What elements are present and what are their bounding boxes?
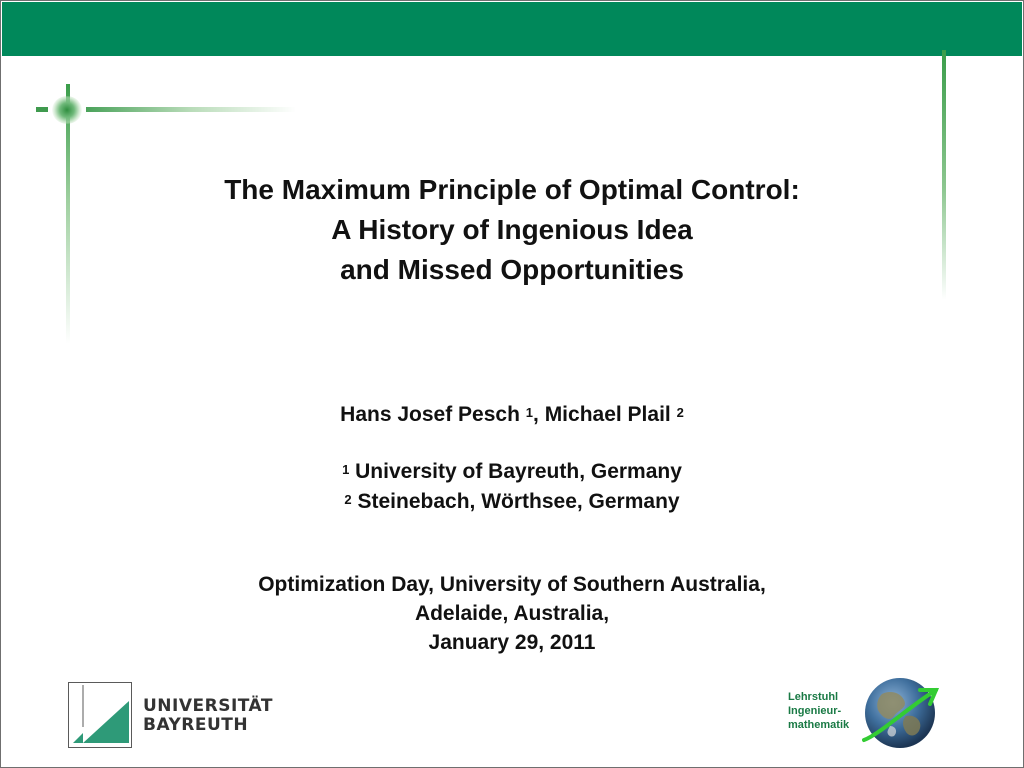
affiliation-2-superscript: 2 [344,492,352,507]
university-logo-mark [68,682,132,748]
slide-title [100,170,924,290]
author-2-superscript: 2 [676,405,684,420]
author-1-superscript: 1 [525,405,534,420]
affiliation-1-superscript: 1 [342,462,350,477]
affiliation-2-text: Steinebach, Wörthsee, Germany [357,490,680,513]
university-logo-text [143,697,273,735]
decorative-horizontal-line [86,107,296,112]
title-line-3: and Missed Opportunities [340,254,684,285]
decorative-dash [36,107,48,112]
affiliation-1 [100,457,924,487]
chair-logo-line-2: Ingenieur- [788,705,842,717]
affiliation-2 [100,487,924,517]
event-line-1: Optimization Day, University of Southern Australia, [258,573,766,596]
author-separator: , [533,403,545,426]
author-1-name: Hans Josef Pesch [340,403,520,426]
header-bar [2,2,1022,56]
event-info [100,570,924,657]
decorative-vertical-line-right [942,50,946,300]
chair-logo-line-3: mathematik [788,719,850,731]
university-logo-line-2: BAYREUTH [143,715,249,735]
title-line-2: A History of Ingenious Idea [331,214,693,245]
event-line-3: January 29, 2011 [428,631,596,654]
chair-logo-line-1: Lehrstuhl [788,691,839,703]
decorative-crosshair-dot [52,96,82,124]
event-line-2: Adelaide, Australia, [414,602,610,625]
title-line-1: The Maximum Principle of Optimal Control: [224,174,800,205]
affiliation-1-text: University of Bayreuth, Germany [355,460,682,483]
affiliations [100,457,924,517]
chair-logo-text [788,690,849,732]
author-2-name: Michael Plail [544,403,671,426]
authors-line [100,400,924,430]
globe-icon [860,676,940,750]
university-logo-icon [69,683,131,747]
university-logo-line-1: UNIVERSITÄT [143,696,273,716]
